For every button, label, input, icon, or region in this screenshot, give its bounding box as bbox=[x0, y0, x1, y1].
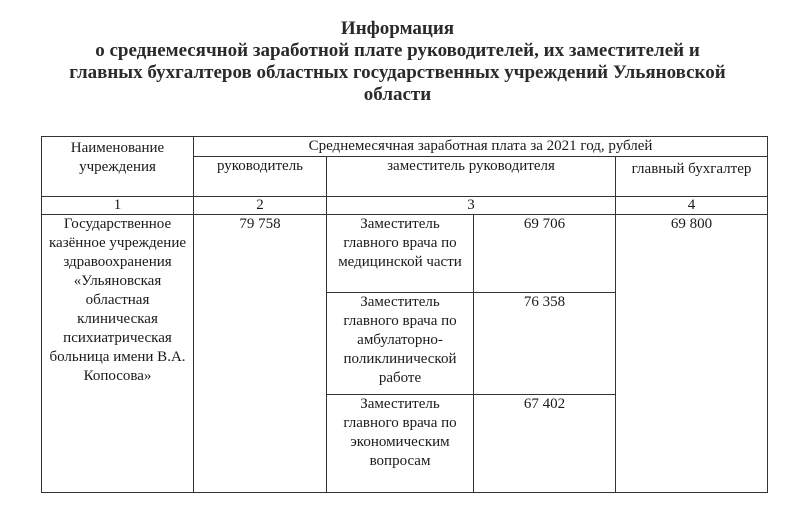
deputy-salary: 69 706 bbox=[474, 215, 616, 293]
header-salary-group: Среднемесячная заработная плата за 2021 год, рублей bbox=[194, 137, 768, 157]
institution-name: Государственное казённое учреждение здравоохранения «Ульяновская областная клиническая психиатрическая больница имени В.А. Копосова» bbox=[42, 215, 194, 493]
column-number-2: 2 bbox=[194, 197, 327, 215]
header-deputy: заместитель руководителя bbox=[327, 157, 616, 197]
accountant-salary: 69 800 bbox=[616, 215, 768, 493]
title-line-1: Информация bbox=[340, 18, 455, 39]
header-institution: Наименование учреждения bbox=[42, 137, 194, 197]
header-accountant: главный бухгалтер bbox=[616, 157, 768, 197]
document-title bbox=[0, 18, 795, 106]
column-number-1: 1 bbox=[42, 197, 194, 215]
deputy-salary: 67 402 bbox=[474, 395, 616, 493]
title-line-3: главных бухгалтеров областных государственных учреждений Ульяновской bbox=[69, 62, 726, 83]
title-line-4: области bbox=[363, 84, 432, 105]
column-number-4: 4 bbox=[616, 197, 768, 215]
deputy-position: Заместитель главного врача по экономическим вопросам bbox=[327, 395, 474, 493]
title-line-2: о среднемесячной заработной плате руководителей, их заместителей и bbox=[95, 40, 700, 61]
deputy-position: Заместитель главного врача по амбулаторно-поликлинической работе bbox=[327, 293, 474, 395]
column-number-3: 3 bbox=[327, 197, 616, 215]
deputy-position: Заместитель главного врача по медицинской части bbox=[327, 215, 474, 293]
salary-table bbox=[41, 136, 768, 493]
deputy-salary: 76 358 bbox=[474, 293, 616, 395]
head-salary: 79 758 bbox=[194, 215, 327, 493]
header-head: руководитель bbox=[194, 157, 327, 197]
